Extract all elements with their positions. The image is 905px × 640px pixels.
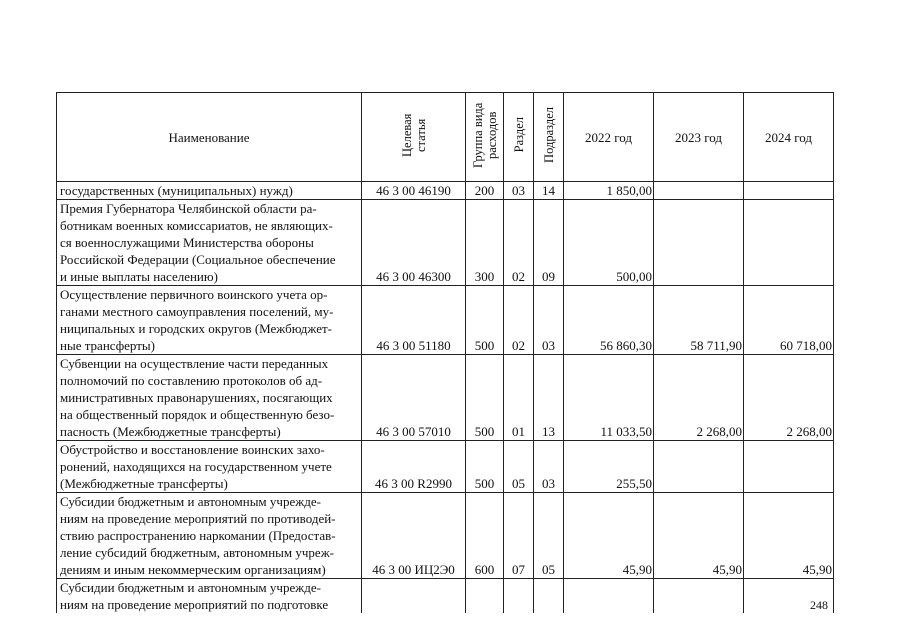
- row-expense-group: 200: [474, 183, 495, 198]
- row-name-line: ся военнослужащими Министерства обороны: [60, 235, 314, 250]
- header-section: Раздел: [504, 93, 534, 182]
- row-name-line: Российской Федерации (Социальное обеспечение: [60, 252, 336, 267]
- row-name-line: министративных правонарушениях, посягающих: [60, 390, 333, 405]
- header-2022: 2022 год: [564, 93, 654, 182]
- row-value-2023: 2 268,00: [696, 424, 742, 439]
- row-value-2024-cell: [744, 441, 834, 493]
- row-name-line: Субсидии бюджетным и автономным учрежде-: [60, 494, 321, 509]
- row-target-article-cell: [362, 579, 466, 614]
- row-expense-group: 300: [474, 269, 495, 284]
- row-value-2024-cell: [744, 200, 834, 286]
- row-value-2024-cell: [744, 286, 834, 355]
- row-value-2023-cell: [654, 441, 744, 493]
- row-value-2022: 45,90: [622, 562, 652, 577]
- row-expense-group-cell: [466, 286, 504, 355]
- row-subsection-cell: [534, 493, 564, 579]
- row-target-article-cell: [362, 441, 466, 493]
- row-expense-group: 500: [474, 424, 495, 439]
- row-subsection-cell: [534, 579, 564, 614]
- row-value-2022-cell: [564, 355, 654, 441]
- table-header-row: [57, 93, 834, 182]
- row-name-line: ные трансферты): [60, 338, 155, 353]
- row-target-article: 46 3 00 R2990: [375, 476, 452, 491]
- row-name-cell: [57, 441, 362, 493]
- row-name-line: ствию распространению наркомании (Предостав-: [60, 528, 336, 543]
- header-2023: 2023 год: [654, 93, 744, 182]
- header-2024: 2024 год: [744, 93, 834, 182]
- row-value-2024-cell: [744, 182, 834, 200]
- row-value-2024-cell: [744, 493, 834, 579]
- row-value-2022: 255,50: [616, 476, 652, 491]
- row-expense-group-cell: [466, 493, 504, 579]
- row-value-2023: 58 711,90: [690, 338, 742, 353]
- row-name-line: и иные выплаты населению): [60, 269, 218, 284]
- table-row: [57, 355, 834, 441]
- row-name-line: ронений, находящихся на государственном учете: [60, 459, 332, 474]
- row-value-2023-cell: [654, 493, 744, 579]
- row-value-2022: 11 033,50: [600, 424, 652, 439]
- row-name-line: ганами местного самоуправления поселений, му-: [60, 304, 334, 319]
- row-name-cell: [57, 200, 362, 286]
- row-subsection: 09: [542, 269, 555, 284]
- row-name-line: ниям на проведение мероприятий по противодей-: [60, 511, 336, 526]
- row-value-2022-cell: [564, 286, 654, 355]
- row-target-article: 46 3 00 57010: [376, 424, 451, 439]
- row-value-2023-cell: [654, 579, 744, 614]
- row-name-line: ниям на проведение мероприятий по подготовке: [60, 597, 329, 612]
- row-subsection: 05: [542, 562, 555, 577]
- header-subsection: Подраздел: [534, 93, 564, 182]
- row-subsection-cell: [534, 182, 564, 200]
- row-value-2023-cell: [654, 182, 744, 200]
- row-name-line: государственных (муниципальных) нужд): [60, 183, 293, 198]
- row-name-line: Премия Губернатора Челябинской области ра-: [60, 201, 317, 216]
- row-expense-group-cell: [466, 182, 504, 200]
- row-value-2022-cell: [564, 200, 654, 286]
- row-expense-group: 600: [474, 562, 495, 577]
- row-value-2023-cell: [654, 355, 744, 441]
- row-value-2022: 56 860,30: [600, 338, 652, 353]
- row-target-article-cell: [362, 182, 466, 200]
- row-value-2023-cell: [654, 286, 744, 355]
- row-target-article-cell: [362, 493, 466, 579]
- row-subsection-cell: [534, 355, 564, 441]
- row-value-2022: 1 850,00: [606, 183, 652, 198]
- row-section-cell: [504, 286, 534, 355]
- row-name-line: ботникам военных комиссариатов, не являющих-: [60, 218, 333, 233]
- row-name-cell: [57, 493, 362, 579]
- row-value-2022-cell: [564, 493, 654, 579]
- row-name-cell: [57, 579, 362, 614]
- row-name-cell: [57, 355, 362, 441]
- row-section: 03: [512, 183, 525, 198]
- row-name-line: Обустройство и восстановление воинских захо-: [60, 442, 325, 457]
- row-target-article-cell: [362, 200, 466, 286]
- row-expense-group-cell: [466, 441, 504, 493]
- row-target-article: 46 3 00 46190: [376, 183, 451, 198]
- header-name: Наименование: [57, 93, 362, 182]
- row-section-cell: [504, 200, 534, 286]
- row-target-article-cell: [362, 286, 466, 355]
- row-value-2023: 45,90: [712, 562, 742, 577]
- row-name-line: Субвенции на осуществление части переданных: [60, 356, 329, 371]
- row-value-2024: 2 268,00: [786, 424, 832, 439]
- row-value-2022: 500,00: [616, 269, 652, 284]
- row-target-article: 46 3 00 46300: [376, 269, 451, 284]
- page-number: 248: [810, 598, 828, 612]
- row-subsection-cell: [534, 200, 564, 286]
- row-name-line: Осуществление первичного воинского учета ор-: [60, 287, 328, 302]
- table-row: [57, 441, 834, 493]
- row-name-line: (Межбюджетные трансферты): [60, 476, 228, 491]
- header-expense-group: Группа вида расходов: [466, 93, 504, 182]
- row-value-2022-cell: [564, 441, 654, 493]
- row-name-line: ниципальных и городских округов (Межбюджет-: [60, 321, 332, 336]
- row-name-line: дениям и иным некоммерческим организациям): [60, 562, 326, 577]
- row-section-cell: [504, 355, 534, 441]
- row-value-2022-cell: [564, 579, 654, 614]
- header-target-article: Целевая статья: [362, 93, 466, 182]
- row-name-line: Субсидии бюджетным и автономным учрежде-: [60, 580, 321, 595]
- row-subsection: 14: [542, 183, 555, 198]
- row-section-cell: [504, 579, 534, 614]
- row-value-2024-cell: [744, 355, 834, 441]
- row-value-2024: 45,90: [802, 562, 832, 577]
- table-row: [57, 182, 834, 200]
- row-subsection: 13: [542, 424, 555, 439]
- row-section: 02: [512, 338, 525, 353]
- row-subsection: 03: [542, 338, 555, 353]
- row-name-line: полномочий по составлению протоколов об ад-: [60, 373, 323, 388]
- row-expense-group-cell: [466, 579, 504, 614]
- row-section: 05: [512, 476, 525, 491]
- row-name-line: пасность (Межбюджетные трансферты): [60, 424, 281, 439]
- table-row: [57, 200, 834, 286]
- row-value-2024: 60 718,00: [780, 338, 832, 353]
- table-row: [57, 579, 834, 614]
- row-expense-group: 500: [474, 476, 495, 491]
- table-row: [57, 286, 834, 355]
- row-section-cell: [504, 182, 534, 200]
- row-expense-group-cell: [466, 355, 504, 441]
- row-section-cell: [504, 441, 534, 493]
- row-subsection-cell: [534, 441, 564, 493]
- row-section: 07: [512, 562, 525, 577]
- row-expense-group: 500: [474, 338, 495, 353]
- row-value-2023-cell: [654, 200, 744, 286]
- row-name-cell: [57, 182, 362, 200]
- row-section-cell: [504, 493, 534, 579]
- row-subsection: 03: [542, 476, 555, 491]
- row-section: 02: [512, 269, 525, 284]
- row-target-article: 46 3 00 51180: [376, 338, 451, 353]
- row-target-article-cell: [362, 355, 466, 441]
- row-subsection-cell: [534, 286, 564, 355]
- row-name-line: на общественный порядок и общественную безо-: [60, 407, 335, 422]
- row-expense-group-cell: [466, 200, 504, 286]
- budget-table: [56, 92, 834, 613]
- row-name-line: ление субсидий бюджетным, автономным учреж-: [60, 545, 335, 560]
- row-value-2022-cell: [564, 182, 654, 200]
- row-target-article: 46 3 00 ИЦ2Э0: [372, 562, 455, 577]
- row-name-cell: [57, 286, 362, 355]
- table-row: [57, 493, 834, 579]
- row-section: 01: [512, 424, 525, 439]
